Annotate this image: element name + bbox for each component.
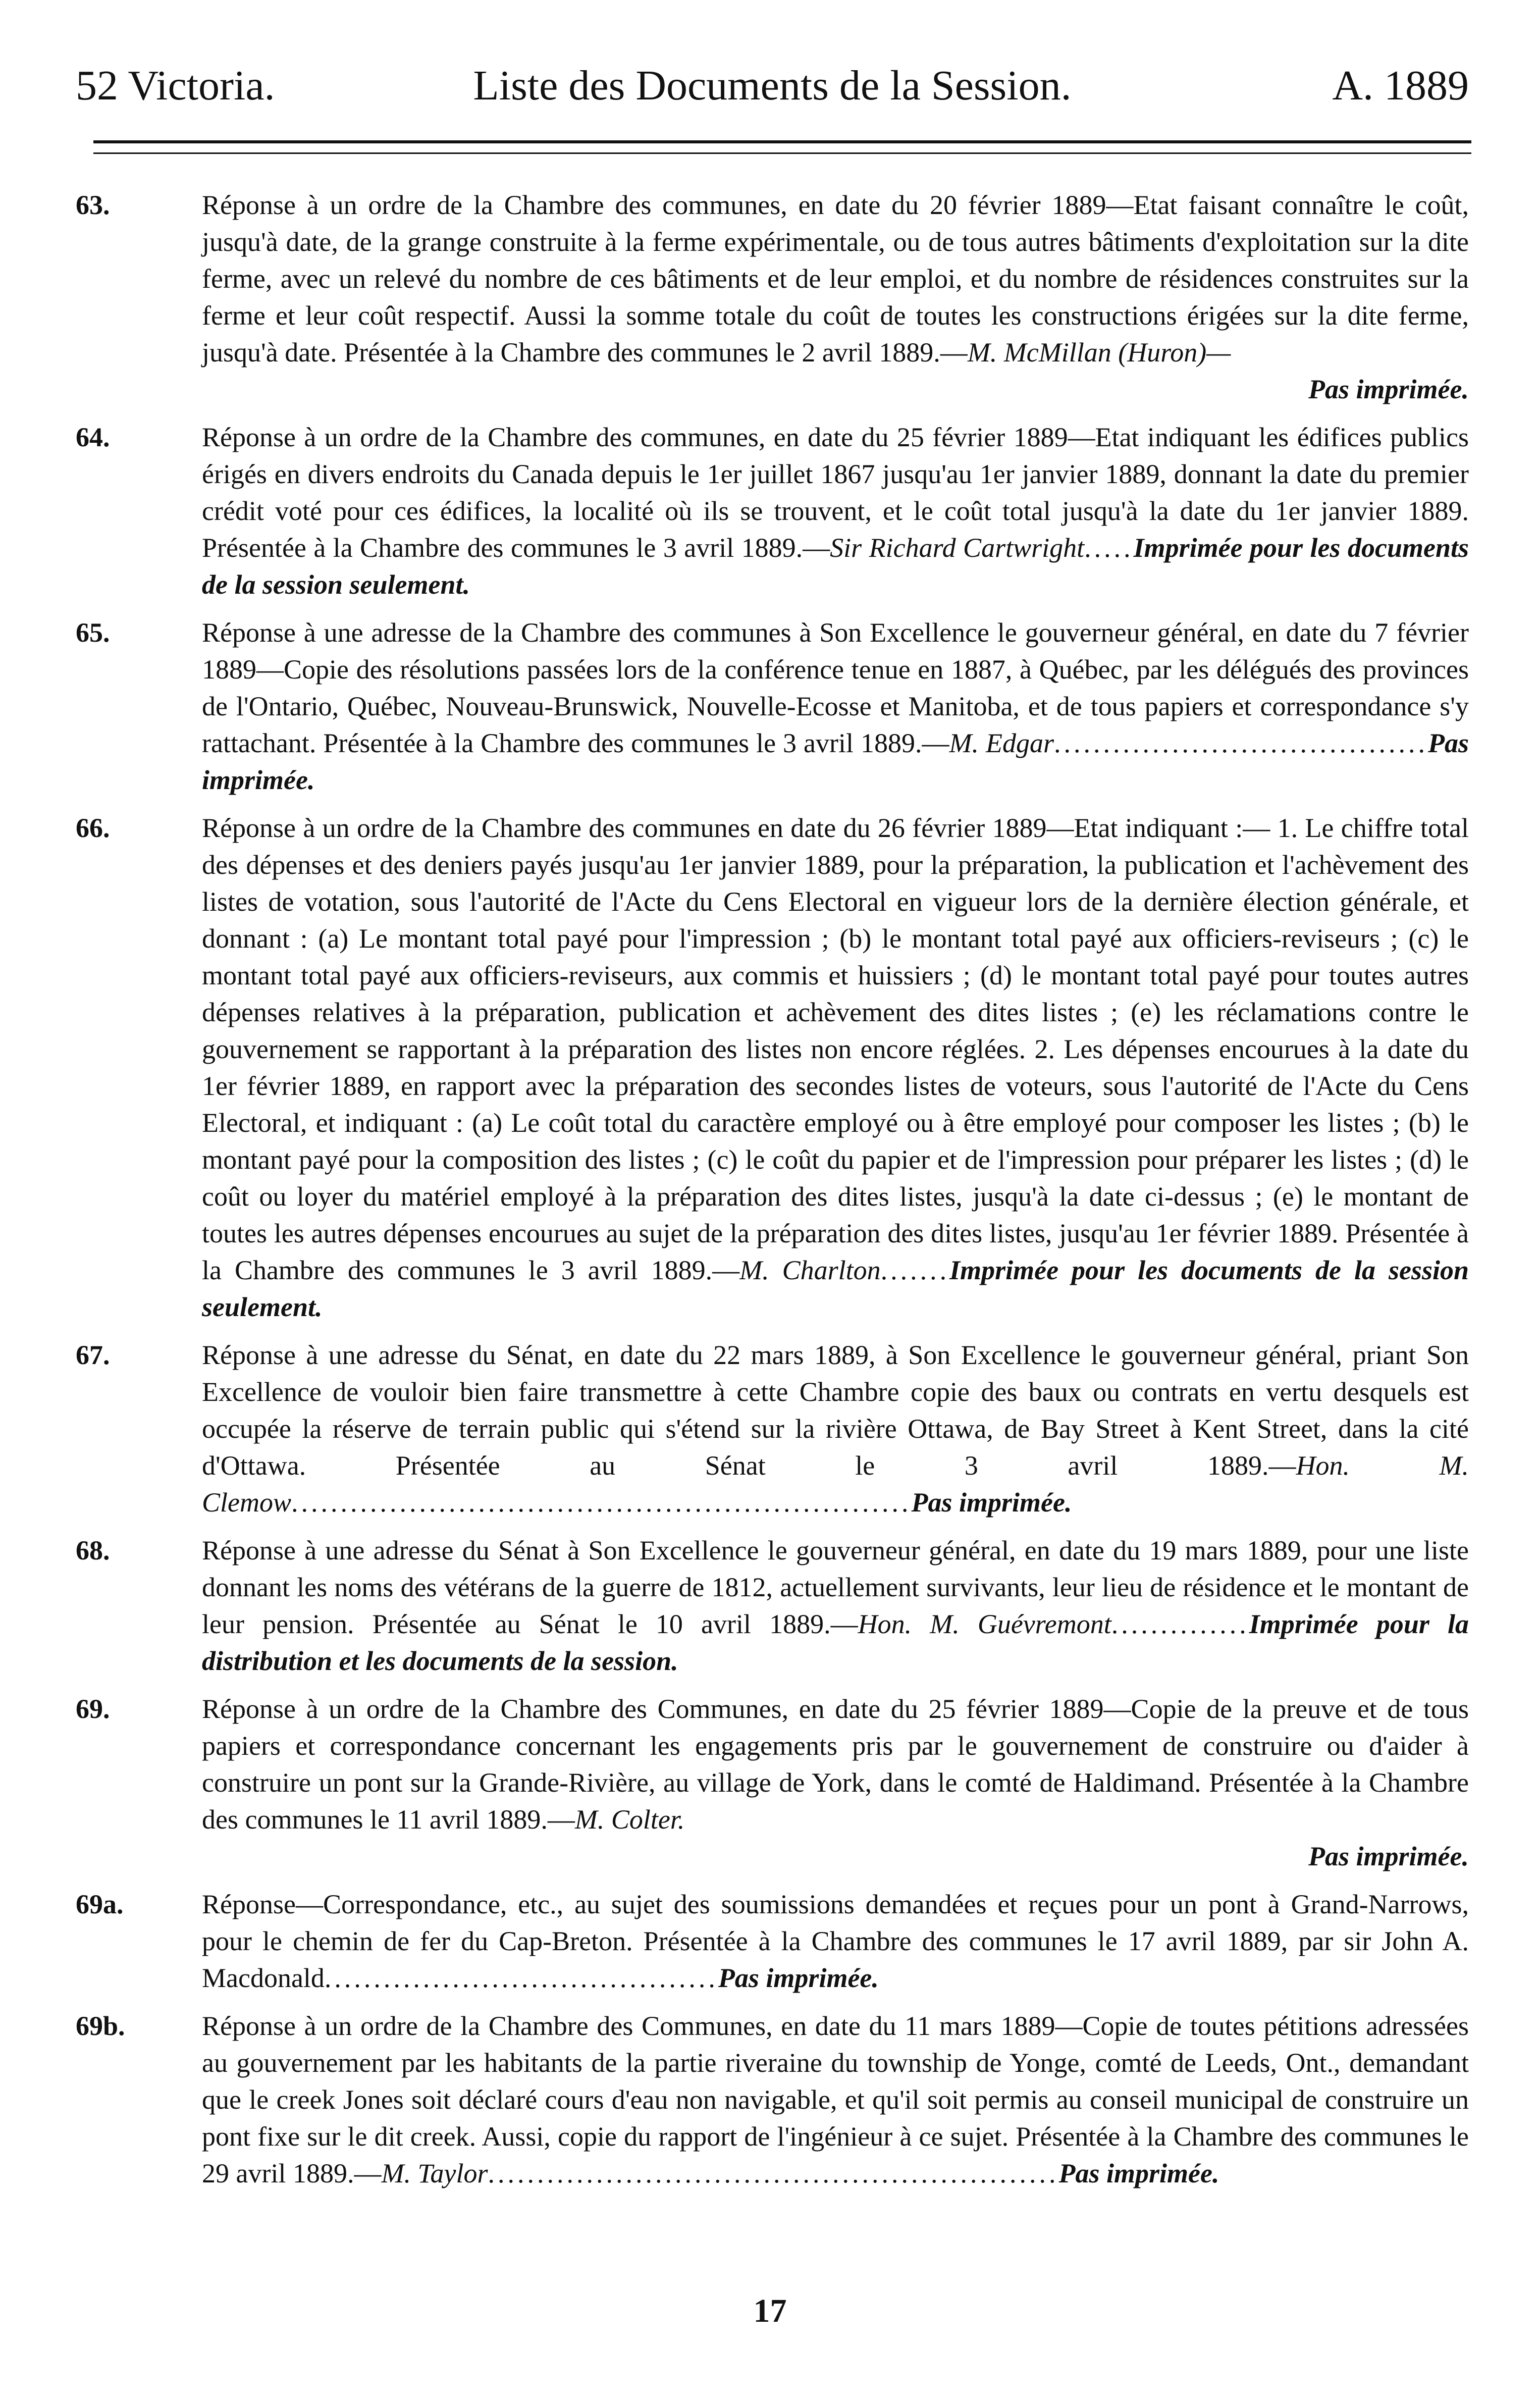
list-item — [76, 1886, 1469, 1997]
entry-author: Hon. M. Guévremont — [858, 1609, 1111, 1639]
list-item — [76, 614, 1469, 799]
entry-author: Hon. M. Clemow — [202, 1450, 1469, 1518]
page-number: 17 — [753, 2292, 787, 2329]
entry-status: Pas imprimée. — [911, 1487, 1072, 1518]
entry-author: M. Taylor — [381, 2158, 488, 2188]
header-rule-thin — [93, 152, 1471, 154]
entry-author: M. Colter. — [574, 1804, 685, 1835]
dot-leader: ....... — [880, 1255, 950, 1285]
dot-leader: ............................................................... — [291, 1487, 912, 1518]
list-item — [76, 1691, 1469, 1875]
entry-text: Réponse à un ordre de la Chambre des Communes, en date du 25 février 1889—Copie de la preuve et de tous papiers et correspondance concernant les engagements pris par le gouvernement de construire ou d'aider à construire un pont sur la Grande-Rivière, au village de York, dans le comté de Haldimand. Présentée à la Chambre des communes le 11 avril 1889.— — [202, 1694, 1469, 1835]
entry-text: Réponse à une adresse du Sénat à Son Excellence le gouverneur général, en date du 19 mars 1889, pour une liste donnant les noms des vétérans de la guerre de 1812, actuellement survivants, leur lieu de résidence et le montant de leur pension. Présentée au Sénat le 10 avril 1889.— — [202, 1535, 1469, 1639]
entry-author: M. McMillan (Huron)— — [967, 337, 1231, 368]
entry-status-line — [202, 1838, 1469, 1875]
entry-text: Réponse à un ordre de la Chambre des communes, en date du 20 février 1889—Etat faisant connaître le coût, jusqu'à date, de la grange construite à la ferme expérimentale, ou de tous autres bâtiments d'exploitation sur la dite ferme, avec un relevé du nombre de ces bâtiments et de leur emploi, et du nombre de résidences construites sur la ferme et leur coût respectif. Aussi la somme totale du coût de toutes les constructions érigées sur la dite ferme, jusqu'à date. Présentée à la Chambre des communes le 2 avril 1889.— — [202, 190, 1469, 368]
entry-number: 66. — [76, 813, 110, 843]
header-title: Liste des Documents de la Session. — [473, 62, 1072, 109]
entry-number: 69a. — [76, 1889, 124, 1919]
running-header — [76, 56, 1469, 116]
entry-status: Imprimée pour les documents de la session seulement. — [202, 1255, 1469, 1322]
entry-status: Pas imprimée. — [718, 1963, 879, 1993]
entry-number: 65. — [76, 617, 110, 648]
entry-status: Imprimée pour la distribution et les documents de la session. — [202, 1609, 1469, 1676]
header-rule-thick — [93, 140, 1471, 143]
entry-text: Réponse à un ordre de la Chambre des Communes, en date du 11 mars 1889—Copie de toutes pétitions adressées au gouvernement par les habitants de la partie riveraine du township de Yonge, comté de Leeds, Ont., demandant que le creek Jones soit déclaré cours d'eau non navigable, et qu'il soit permis au conseil municipal de construire un pont fixe sur le dit creek. Aussi, copie du rapport de l'ingénieur à ce sujet. Présentée à la Chambre des communes le 29 avril 1889.— — [202, 2011, 1469, 2188]
dot-leader: ...................................... — [1054, 728, 1428, 758]
list-item — [76, 187, 1469, 408]
entry-text: Réponse à un ordre de la Chambre des communes, en date du 25 février 1889—Etat indiquant les édifices publics érigés en divers endroits du Canada depuis le 1er juillet 1867 jusqu'au 1er janvier 1889, donnant la date du premier crédit voté pour ces édifices, la localité où ils se trouvent, et le coût total jusqu'à la date du 1er janvier 1889. Présentée à la Chambre des communes le 3 avril 1889.— — [202, 422, 1469, 563]
entry-number: 68. — [76, 1535, 110, 1566]
list-item — [76, 419, 1469, 603]
entry-status: Pas imprimée. — [1058, 2158, 1219, 2188]
dot-leader: ........................................ — [324, 1963, 718, 1993]
document-list — [76, 187, 1469, 2203]
list-item — [76, 1337, 1469, 1521]
header-session-year: 52 Victoria. — [76, 62, 275, 109]
entry-status: Imprimée pour les documents de la session seulement. — [202, 533, 1469, 600]
entry-status: Pas imprimée. — [1308, 374, 1469, 404]
list-item — [76, 2008, 1469, 2192]
dot-leader: ..... — [1084, 533, 1134, 563]
entry-author: M. Charlton — [739, 1255, 881, 1285]
list-item — [76, 810, 1469, 1326]
entry-number: 69b. — [76, 2011, 125, 2041]
entry-number: 63. — [76, 190, 110, 220]
entry-status: Pas imprimée. — [202, 728, 1469, 795]
dot-leader: .......................................................... — [488, 2158, 1059, 2188]
list-item — [76, 1532, 1469, 1680]
entry-text: Réponse à une adresse de la Chambre des communes à Son Excellence le gouverneur général, en date du 7 février 1889—Copie des résolutions passées lors de la conférence tenue en 1887, à Québec, par les délégués des provinces de l'Ontario, Québec, Nouveau-Brunswick, Nouvelle-Ecosse et Manitoba, et de tous papiers et correspondance s'y rattachant. Présentée à la Chambre des communes le 3 avril 1889.— — [202, 617, 1469, 758]
entry-text: Réponse—Correspondance, etc., au sujet des soumissions demandées et reçues pour un pont à Grand-Narrows, pour le chemin de fer du Cap-Breton. Présentée à la Chambre des communes le 17 avril 1889, par sir John A. Macdonald — [202, 1889, 1469, 1993]
dot-leader: .............. — [1111, 1609, 1249, 1639]
entry-text: Réponse à un ordre de la Chambre des communes en date du 26 février 1889—Etat indiquant :— 1. Le chiffre total des dépenses et des deniers payés jusqu'au 1er janvier 1889, pour la préparation, la publication et l'achèvement des listes de votation, sous l'autorité de l'Acte du Cens Electoral en vigueur lors de la dernière élection générale, et donnant : (a) Le montant total payé pour l'impression ; (b) le montant total payé aux officiers-reviseurs ; (c) le montant total payé aux officiers-reviseurs, aux commis et huissiers ; (d) le montant total payé pour toutes autres dépenses relatives à la préparation, publication et achèvement des dites listes ; (e) les réclamations contre le gouvernement se rapportant à la préparation des listes non encore réglées. 2. Les dépenses encourues à la date du 1er février 1889, en rapport avec la préparation des secondes listes de voteurs, sous l'autorité de l'Acte du Cens Electoral, et indiquant : (a) Le coût total du caractère employé ou à être employé pour composer les listes ; (b) le montant payé pour la composition des listes ; (c) le coût du papier et de l'impression pour préparer les listes ; (d) le coût ou loyer du matériel employé à la préparation des dites listes, jusqu'à la date ci-dessus ; (e) le montant de toutes les autres dépenses encourues au sujet de la préparation des dites listes, jusqu'au 1er février 1889. Présentée à la Chambre des communes le 3 avril 1889.— — [202, 813, 1469, 1285]
header-annual-year: A. 1889 — [1332, 62, 1469, 109]
entry-number: 67. — [76, 1340, 110, 1370]
entry-number: 64. — [76, 422, 110, 452]
entry-status: Pas imprimée. — [1308, 1841, 1469, 1871]
entry-status-line — [202, 371, 1469, 408]
entry-number: 69. — [76, 1694, 110, 1724]
entry-author: Sir Richard Cartwright — [830, 533, 1085, 563]
entry-author: M. Edgar — [949, 728, 1054, 758]
entry-text: Réponse à une adresse du Sénat, en date du 22 mars 1889, à Son Excellence le gouverneur général, priant Son Excellence de vouloir bien faire transmettre à cette Chambre copie des baux ou contrats en vertu desquels est occupée la réserve de terrain public qui s'étend sur la rivière Ottawa, de Bay Street à Kent Street, dans la cité d'Ottawa. Présentée au Sénat le 3 avril 1889.— — [202, 1340, 1469, 1481]
